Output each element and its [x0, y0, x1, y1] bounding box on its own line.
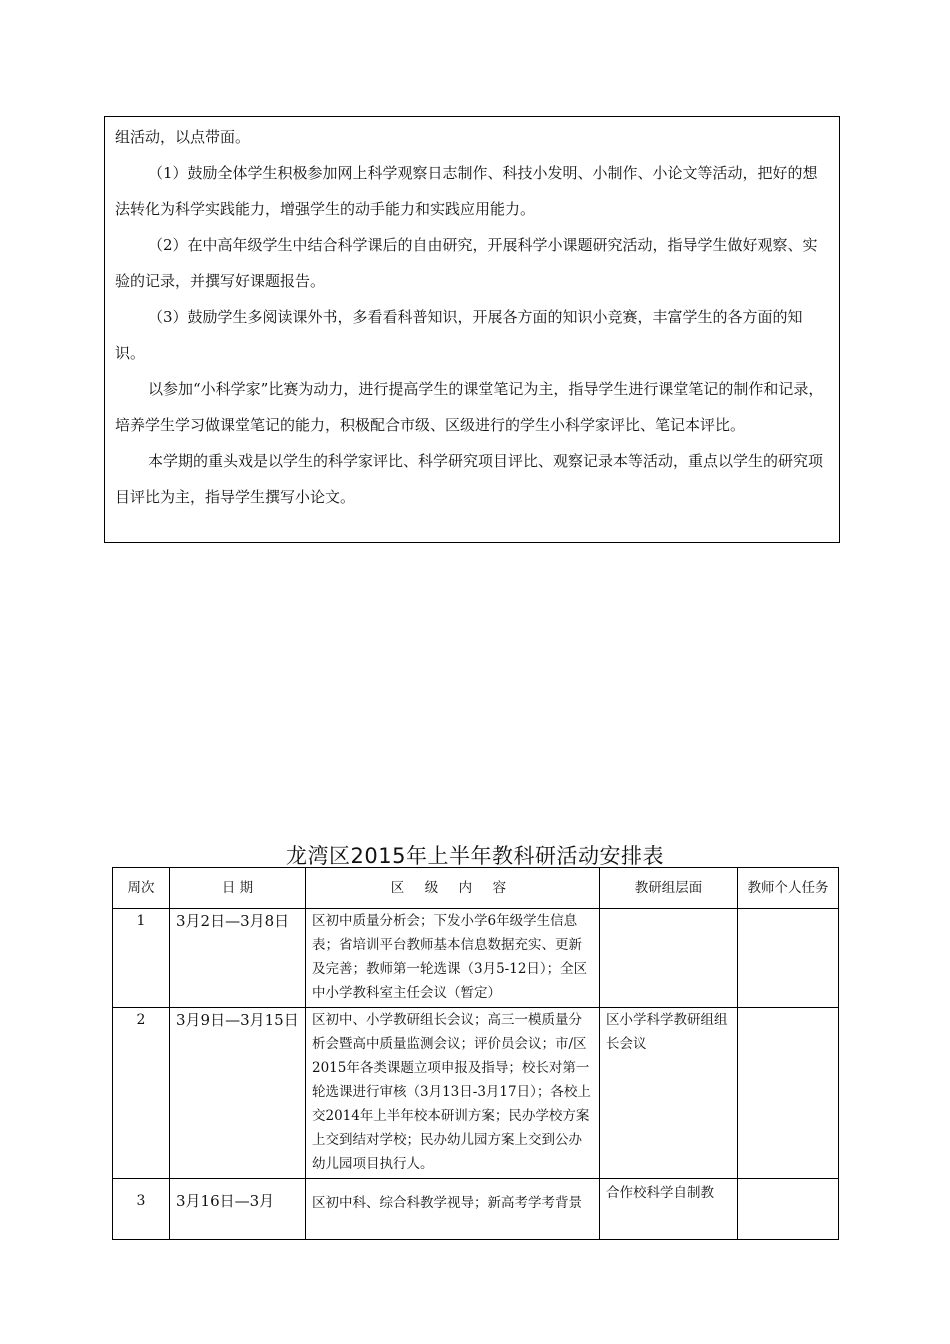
header-week: 周次 — [113, 868, 170, 909]
table-row — [113, 909, 839, 1008]
header-personal-task: 教师个人任务 — [738, 868, 839, 909]
paragraph-item-2: （2）在中高年级学生中结合科学课后的自由研究，开展科学小课题研究活动，指导学生做好观察、实验的记录，并撰写好课题报告。 — [115, 236, 818, 290]
group-level-cell: 区小学科学教研组组长会议 — [600, 1008, 738, 1179]
table-row — [113, 1179, 839, 1240]
date-cell: 3月2日—3月8日 — [170, 909, 306, 1008]
personal-task-cell — [738, 909, 839, 1008]
week-cell: 1 — [113, 909, 170, 1008]
week-cell: 3 — [113, 1179, 170, 1240]
schedule-title: 龙湾区2015年上半年教科研活动安排表 — [286, 844, 664, 868]
header-date: 日 期 — [170, 868, 306, 909]
paragraph-item-1: （1）鼓励全体学生积极参加网上科学观察日志制作、科技小发明、小制作、小论文等活动，把好的想法转化为科学实践能力，增强学生的动手能力和实践应用能力。 — [115, 164, 818, 218]
schedule-table — [112, 867, 839, 1240]
district-content-cell: 区初中质量分析会；下发小学6年级学生信息表；省培训平台教师基本信息数据充实、更新及完善；教师第一轮选课（3月5-12日）；全区中小学教科室主任会议（暂定） — [306, 909, 600, 1008]
date-cell: 3月16日—3月 — [170, 1179, 306, 1240]
paragraph-semester-focus: 本学期的重头戏是以学生的科学家评比、科学研究项目评比、观察记录本等活动，重点以学生的研究项目评比为主，指导学生撰写小论文。 — [115, 452, 824, 506]
header-group-level: 教研组层面 — [600, 868, 738, 909]
week-cell: 2 — [113, 1008, 170, 1179]
header-district-content: 区 级 内 容 — [306, 868, 600, 909]
personal-task-cell — [738, 1179, 839, 1240]
group-level-cell: 合作校科学自制教 — [600, 1179, 738, 1240]
personal-task-cell — [738, 1008, 839, 1179]
table-header-row — [113, 868, 839, 909]
table-row — [113, 1008, 839, 1179]
group-level-cell — [600, 909, 738, 1008]
plan-text-box — [104, 116, 840, 543]
date-cell: 3月9日—3月15日 — [170, 1008, 306, 1179]
paragraph-classroom-notes: 以参加“小科学家”比赛为动力，进行提高学生的课堂笔记为主，指导学生进行课堂笔记的制作和记录，培养学生学习做课堂笔记的能力，积极配合市级、区级进行的学生小科学家评比、笔记本评比。 — [115, 380, 824, 434]
paragraph-item-3: （3）鼓励学生多阅读课外书，多看看科普知识，开展各方面的知识小竞赛，丰富学生的各方面的知识。 — [115, 308, 803, 362]
district-content-cell: 区初中、小学教研组长会议；高三一模质量分析会暨高中质量监测会议；评价员会议；市/区2015年各类课题立项申报及指导；校长对第一轮选课进行审核（3月13日-3月17日）；各校上交2014年上半年校本研训方案；民办学校方案上交到结对学校；民办幼儿园方案上交到公办幼儿园项目执行人。 — [306, 1008, 600, 1179]
paragraph-continuation: 组活动，以点带面。 — [115, 128, 251, 146]
district-content-cell: 区初中科、综合科教学视导；新高考学考背景 — [306, 1179, 600, 1240]
